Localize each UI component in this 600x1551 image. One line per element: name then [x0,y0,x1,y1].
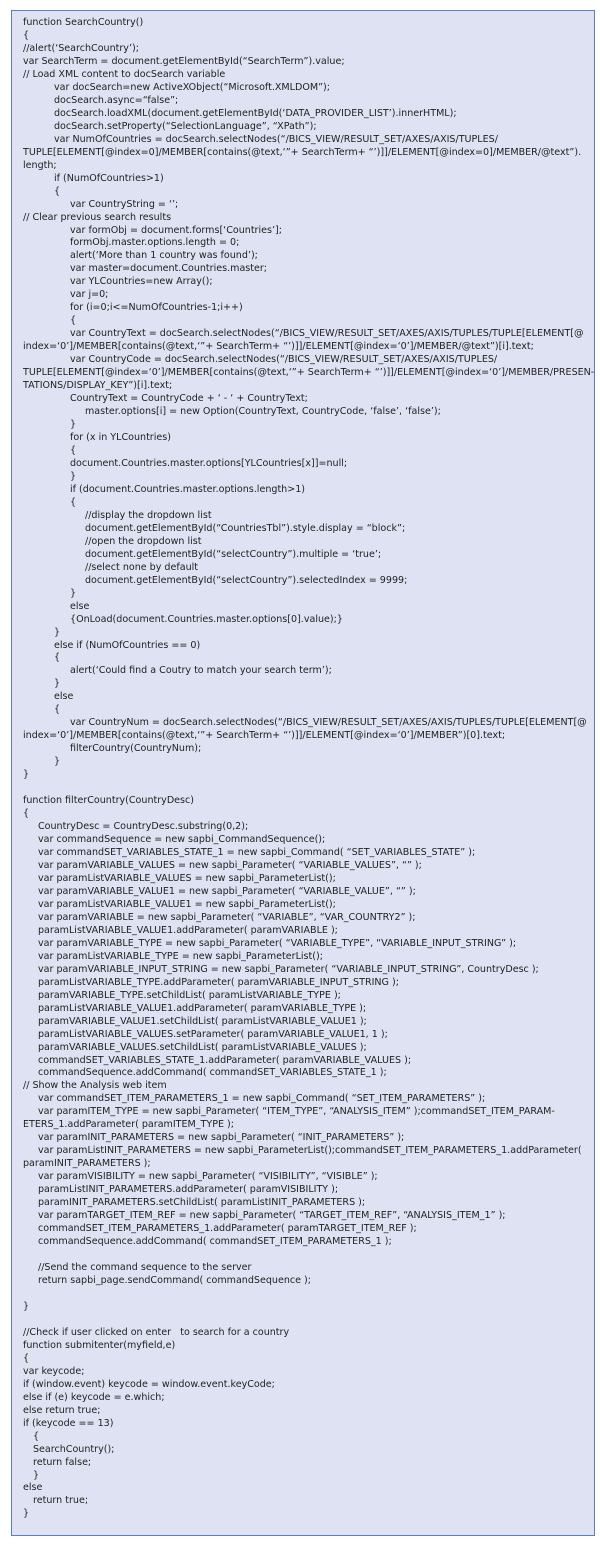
code-line: function submitenter(myfield,e) [23,1339,176,1351]
code-listing-panel [11,10,595,1536]
code-line: var docSearch=new ActiveXObject(“Microsoft.XMLDOM”); [54,81,330,93]
code-line: var paramListVARIABLE_VALUES = new sapbi_ParameterList(); [38,872,336,884]
code-line: } [54,678,61,690]
code-line: { [70,496,77,508]
code-line: var NumOfCountries = docSearch.selectNodes(“/BICS_VIEW/RESULT_SET/AXES/AXIS/TUPLES/ [54,133,498,145]
code-line: commandSequence.addCommand( commandSET_ITEM_PARAMETERS_1 ); [38,1236,392,1248]
code-line: { [33,1430,40,1442]
code-line: for (i=0;i<=NumOfCountries-1;i++) [70,302,243,314]
code-line: return true; [33,1495,89,1507]
code-line: var paramVARIABLE_VALUE1 = new sapbi_Parameter( “VARIABLE_VALUE”, “” ); [38,885,416,897]
code-line: var paramListVARIABLE_VALUE1 = new sapbi_ParameterList(); [38,898,336,910]
code-line: TATIONS/DISPLAY_KEY”)[i].text; [23,380,173,392]
code-line: CountryDesc = CountryDesc.substring(0,2); [38,821,249,833]
code-line: paramVARIABLE_TYPE.setChildList( paramListVARIABLE_TYPE ); [38,989,341,1001]
code-line: SearchCountry(); [33,1443,115,1455]
code-line: docSearch.async=“false”; [54,94,179,106]
code-line: // Clear previous search results [23,211,172,223]
code-line: paramVARIABLE_VALUES.setChildList( paramListVARIABLE_VALUES ); [38,1041,367,1053]
code-line: { [70,315,77,327]
code-line: paramListVARIABLE_VALUES.setParameter( paramVARIABLE_VALUE1, 1 ); [38,1028,388,1040]
code-line: var formObj = document.forms[‘Countries’]; [70,224,282,236]
code-line: //open the dropdown list [85,535,202,547]
code-line: paramINIT_PARAMETERS.setChildList( paramListINIT_PARAMETERS ); [38,1197,366,1209]
code-line: else [54,691,74,703]
code-line: if (window.event) keycode = window.event.keyCode; [23,1378,275,1390]
code-line: document.getElementById(“CountriesTbl”).style.display = “block”; [85,522,406,534]
code-line: var YLCountries=new Array(); [70,276,213,288]
code-line: document.getElementById(“selectCountry”).selectedIndex = 9999; [85,574,408,586]
code-line: } [23,769,30,781]
code-line: var keycode; [23,1365,85,1377]
code-line: paramListVARIABLE_VALUE1.addParameter( paramVARIABLE ); [38,924,338,936]
code-line [23,1288,594,1301]
code-line: if (keycode == 13) [23,1417,114,1429]
code-line: var CountryText = docSearch.selectNodes(“/BICS_VIEW/RESULT_SET/AXES/AXIS/TUPLES/TUPLE[ELEMENT[@ [70,328,584,340]
code-line: else if (e) keycode = e.which; [23,1391,165,1403]
code-listing [23,17,594,1521]
code-line: else [70,600,90,612]
code-line: } [23,1300,30,1312]
code-line: var paramINIT_PARAMETERS = new sapbi_Parameter( “INIT_PARAMETERS” ); [38,1132,405,1144]
code-line: var paramListINIT_PARAMETERS = new sapbi_ParameterList();commandSET_ITEM_PARAMETERS_1.addParameter( [38,1145,582,1157]
code-line: var paramVARIABLE_VALUES = new sapbi_Parameter( “VARIABLE_VALUES”, “” ); [38,859,422,871]
code-line: var CountryNum = docSearch.selectNodes(“/BICS_VIEW/RESULT_SET/AXES/AXIS/TUPLES/TUPLE[ELEMENT[@ [70,717,587,729]
code-line: //alert(‘SearchCountry’); [23,42,139,54]
code-line: //select none by default [85,561,199,573]
code-line: commandSequence.addCommand( commandSET_VARIABLES_STATE_1 ); [38,1067,387,1079]
code-line: } [23,1508,30,1520]
code-line: } [70,470,77,482]
code-line: { [54,652,61,664]
code-line: index=‘0’]/MEMBER[contains(@text,‘”+ SearchTerm+ “’)]]/ELEMENT[@index=‘0’]/MEMBER/@text”)[i].text; [23,341,534,353]
code-line: return false; [33,1456,92,1468]
code-line: { [54,704,61,716]
code-line: { [23,29,30,41]
code-line: if (document.Countries.master.options.length>1) [70,483,306,495]
code-line: //Send the command sequence to the server [38,1262,252,1273]
code-line: CountryText = CountryCode + ‘ - ‘ + CountryText; [70,393,308,405]
code-line: index=‘0’]/MEMBER[contains(@text,‘”+ SearchTerm+ “’)]]/ELEMENT[@index=‘0’]/MEMBER”)[0].text; [23,730,506,742]
code-line: length; [23,159,57,171]
code-line: paramListINIT_PARAMETERS.addParameter( paramVISIBILITY ); [38,1184,339,1196]
code-line: var paramVISIBILITY = new sapbi_Parameter( “VISIBILITY”, “VISIBLE” ); [38,1171,378,1183]
code-line: else if (NumOfCountries == 0) [54,639,201,651]
code-line: //Check if user clicked on enter to search for a country [23,1326,290,1338]
code-line: var paramVARIABLE_INPUT_STRING = new sapbi_Parameter( “VARIABLE_INPUT_STRING”, CountryDesc ); [38,963,539,975]
code-line: formObj.master.options.length = 0; [70,237,240,249]
code-line: function filterCountry(CountryDesc) [23,795,194,807]
code-line: commandSET_ITEM_PARAMETERS_1.addParameter( paramTARGET_ITEM_REF ); [38,1223,417,1235]
code-line: var commandSequence = new sapbi_CommandSequence(); [38,834,326,846]
code-line: //display the dropdown list [85,509,212,521]
code-line: filterCountry(CountryNum); [70,743,202,755]
code-line: alert(‘Could find a Coutry to match your search term’); [70,665,332,677]
code-line [23,782,594,795]
code-line: TUPLE[ELEMENT[@index=‘0’]/MEMBER[contains(@text,‘”+ SearchTerm+ “’)]]/ELEMENT[@index=‘0’]/MEMBER/PRESEN- [23,367,595,379]
code-line: var paramVARIABLE = new sapbi_Parameter( “VARIABLE”, “VAR_COUNTRY2” ); [38,911,416,923]
code-line: docSearch.loadXML(document.getElementById(‘DATA_PROVIDER_LIST’).innerHTML); [54,107,457,119]
code-line: document.getElementById(“selectCountry”).multiple = ‘true’; [85,548,382,560]
code-line: var commandSET_ITEM_PARAMETERS_1 = new sapbi_Command( “SET_ITEM_PARAMETERS” ); [38,1093,486,1105]
code-line: var commandSET_VARIABLES_STATE_1 = new sapbi_Command( “SET_VARIABLES_STATE” ); [38,847,476,858]
code-line: commandSET_VARIABLES_STATE_1.addParameter( paramVARIABLE_VALUES ); [38,1054,412,1066]
code-line: { [23,1352,30,1364]
code-line: } [54,626,61,638]
code-line: var CountryString = ‘’; [70,198,179,210]
code-line: function SearchCountry() [23,17,144,28]
code-line: var j=0; [70,289,109,301]
code-line: paramListVARIABLE_TYPE.addParameter( paramVARIABLE_INPUT_STRING ); [38,976,399,988]
code-line: alert(‘More than 1 country was found’); [70,250,258,262]
code-line: for (x in YLCountries) [70,432,171,443]
code-line: TUPLE[ELEMENT[@index=0]/MEMBER[contains(@text,‘”+ SearchTerm+ “’)]]/ELEMENT[@index=0]/MEMBER/@text”). [23,146,582,158]
code-line [23,1249,594,1262]
code-line: paramVARIABLE_VALUE1.setChildList( paramListVARIABLE_VALUE1 ); [38,1015,367,1027]
code-line: } [70,587,77,599]
code-line: if (NumOfCountries>1) [54,172,164,184]
code-line: // Show the Analysis web item [23,1080,167,1092]
code-line: // Load XML content to docSearch variable [23,68,226,80]
code-line: return sapbi_page.sendCommand( commandSequence ); [38,1274,311,1286]
code-line: var CountryCode = docSearch.selectNodes(“/BICS_VIEW/RESULT_SET/AXES/AXIS/TUPLES/ [70,354,498,366]
code-line [23,1314,594,1327]
code-line: { [23,808,30,820]
code-line: paramINIT_PARAMETERS ); [23,1158,151,1170]
code-line: document.Countries.master.options[YLCountries[x]]=null; [70,457,348,469]
code-line: var paramVARIABLE_TYPE = new sapbi_Parameter( “VARIABLE_TYPE”, “VARIABLE_INPUT_STRING” ); [38,937,517,949]
code-line: var paramITEM_TYPE = new sapbi_Parameter( “ITEM_TYPE”, “ANALYSIS_ITEM” );commandSET_ITEM_PARAM- [38,1106,555,1118]
code-line: var paramListVARIABLE_TYPE = new sapbi_ParameterList(); [38,950,323,962]
code-line: ETERS_1.addParameter( paramITEM_TYPE ); [23,1119,234,1131]
code-line: else [23,1482,43,1494]
code-line: else return true; [23,1404,101,1416]
code-line: var paramTARGET_ITEM_REF = new sapbi_Parameter( “TARGET_ITEM_REF”, “ANALYSIS_ITEM_1” ); [38,1210,506,1222]
code-line: } [33,1469,40,1481]
code-line: { [54,185,61,197]
code-line: master.options[i] = new Option(CountryText, CountryCode, ‘false’, ‘false’); [85,406,441,418]
code-line: docSearch.setProperty(“SelectionLanguage”, “XPath”); [54,120,317,132]
code-line: { [70,444,77,456]
code-line: {OnLoad(document.Countries.master.options[0].value);} [70,613,343,625]
code-line: var master=document.Countries.master; [70,263,268,275]
code-line: } [70,419,77,431]
code-line: paramListVARIABLE_VALUE1.addParameter( paramVARIABLE_TYPE ); [38,1002,367,1014]
code-line: } [54,756,61,768]
code-line: var SearchTerm = document.getElementById(“SearchTerm”).value; [23,55,345,67]
